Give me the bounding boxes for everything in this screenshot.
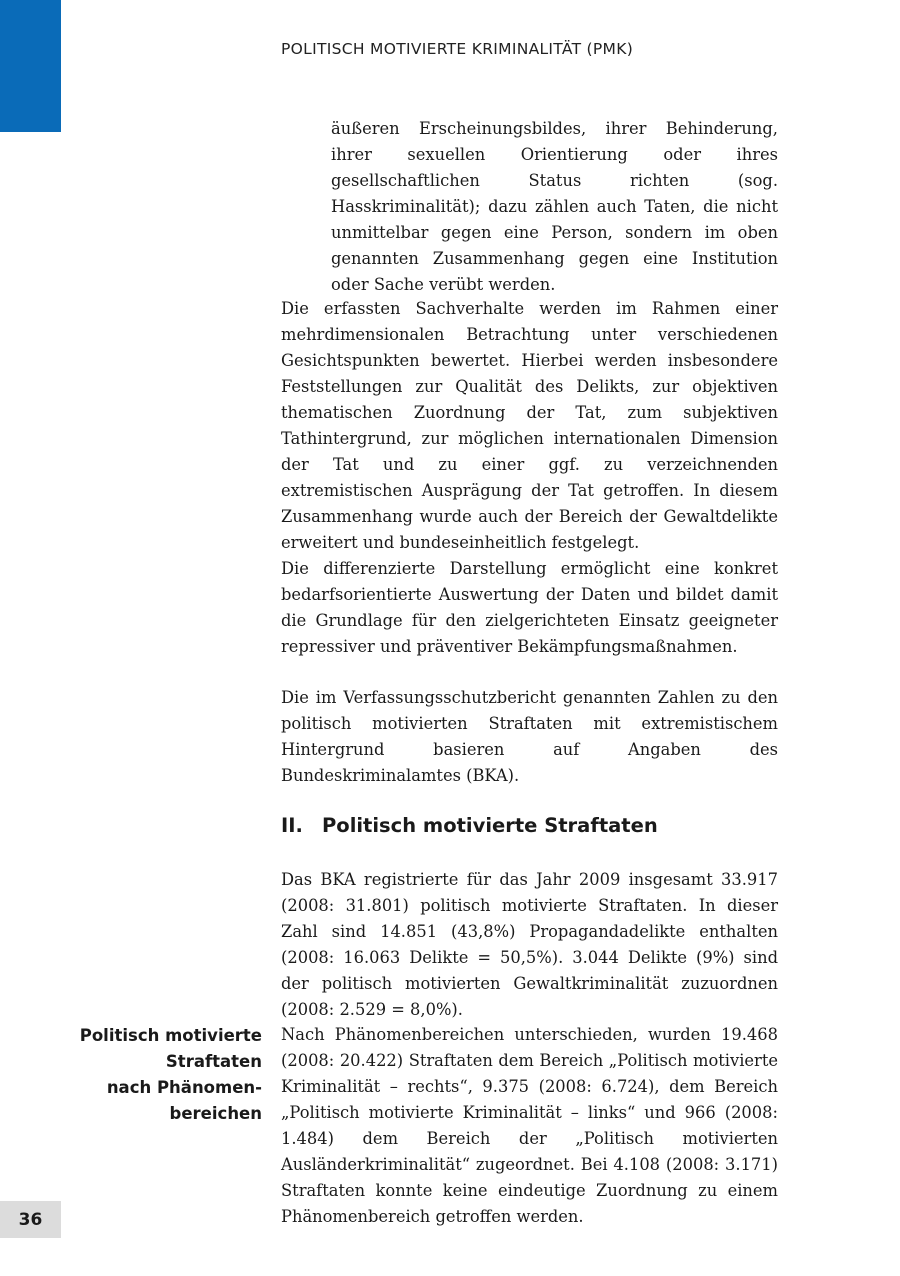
blue-accent-tab [0,0,61,132]
paragraph-assessment: Die erfassten Sachverhalte werden im Rahmen einer mehrdimensionalen Betrachtung unter verschiedenen Gesichtspunkten bewertet. Hierbei werden insbesondere Feststellungen zur Qualität des Delikts, zur objektiven thematischen Zuordnung der Tat, zum subjektiven Tathintergrund, zur möglichen internationalen Dimension der Tat und zu einer ggf. zu verzeichnenden extremistischen Ausprägung der Tat getroffen. In diesem Zusammenhang wurde auch der Bereich der Gewaltdelikte erweitert und bundeseinheitlich festgelegt. [281,299,778,552]
quote-block: äußeren Erscheinungsbildes, ihrer Behinderung, ihrer sexuellen Orientierung oder ihres gesellschaftlichen Status richten (sog. Hasskriminalität); dazu zählen auch Taten, die nicht unmittelbar gegen eine Person, sondern im oben genannten Zusammenhang gegen eine Institution oder Sache verübt werden. [331,119,778,294]
paragraph-totals: Das BKA registrierte für das Jahr 2009 insgesamt 33.917 (2008: 31.801) politisch motivierte Straftaten. In dieser Zahl sind 14.851 (43,8%) Propagandadelikte enthalten (2008: 16.063 Delikte = 50,5%). 3.044 Delikte (9%) sind der politisch motivierten Gewaltkriminalität zuzuordnen (2008: 2.529 = 8,0%). [281,870,778,1019]
margin-note-line: nach Phänomen- [106,1078,262,1097]
paragraph-phenomena: Nach Phänomenbereichen unterschieden, wurden 19.468 (2008: 20.422) Straftaten dem Bereich „Politisch motivierte Kriminalität – rechts“, 9.375 (2008: 6.724), dem Bereich „Politisch motivierte Kriminalität – links“ und 966 (2008: 1.484) dem Bereich der „Politisch motivierten Ausländerkriminalität“ zugeordnet. Bei 4.108 (2008: 3.171) Straftaten konnte keine eindeutige Zuordnung zu einem Phänomenbereich getroffen werden. [281,1025,778,1226]
margin-note-line: bereichen [169,1104,262,1123]
section-heading [281,814,658,837]
running-header: POLITISCH MOTIVIERTE KRIMINALITÄT (PMK) [281,40,634,58]
page-number: 36 [0,1201,61,1238]
section-number: II. [281,814,303,837]
paragraph-bka-source: Die im Verfassungsschutzbericht genannten Zahlen zu den politisch motivierten Straftaten mit extremistischem Hintergrund basieren auf Angaben des Bundeskriminalamtes (BKA). [281,688,778,785]
section-title: Politisch motivierte Straftaten [322,814,658,837]
margin-note [62,1023,262,1127]
margin-note-line: Politisch motivierte [79,1026,262,1045]
margin-note-line: Straftaten [165,1052,262,1071]
paragraph-differentiated: Die differenzierte Darstellung ermöglicht eine konkret bedarfsorientierte Auswertung der Daten und bildet damit die Grundlage für den zielgerichteten Einsatz geeigneter repressiver und präventiver Bekämpfungsmaßnahmen. [281,559,778,656]
